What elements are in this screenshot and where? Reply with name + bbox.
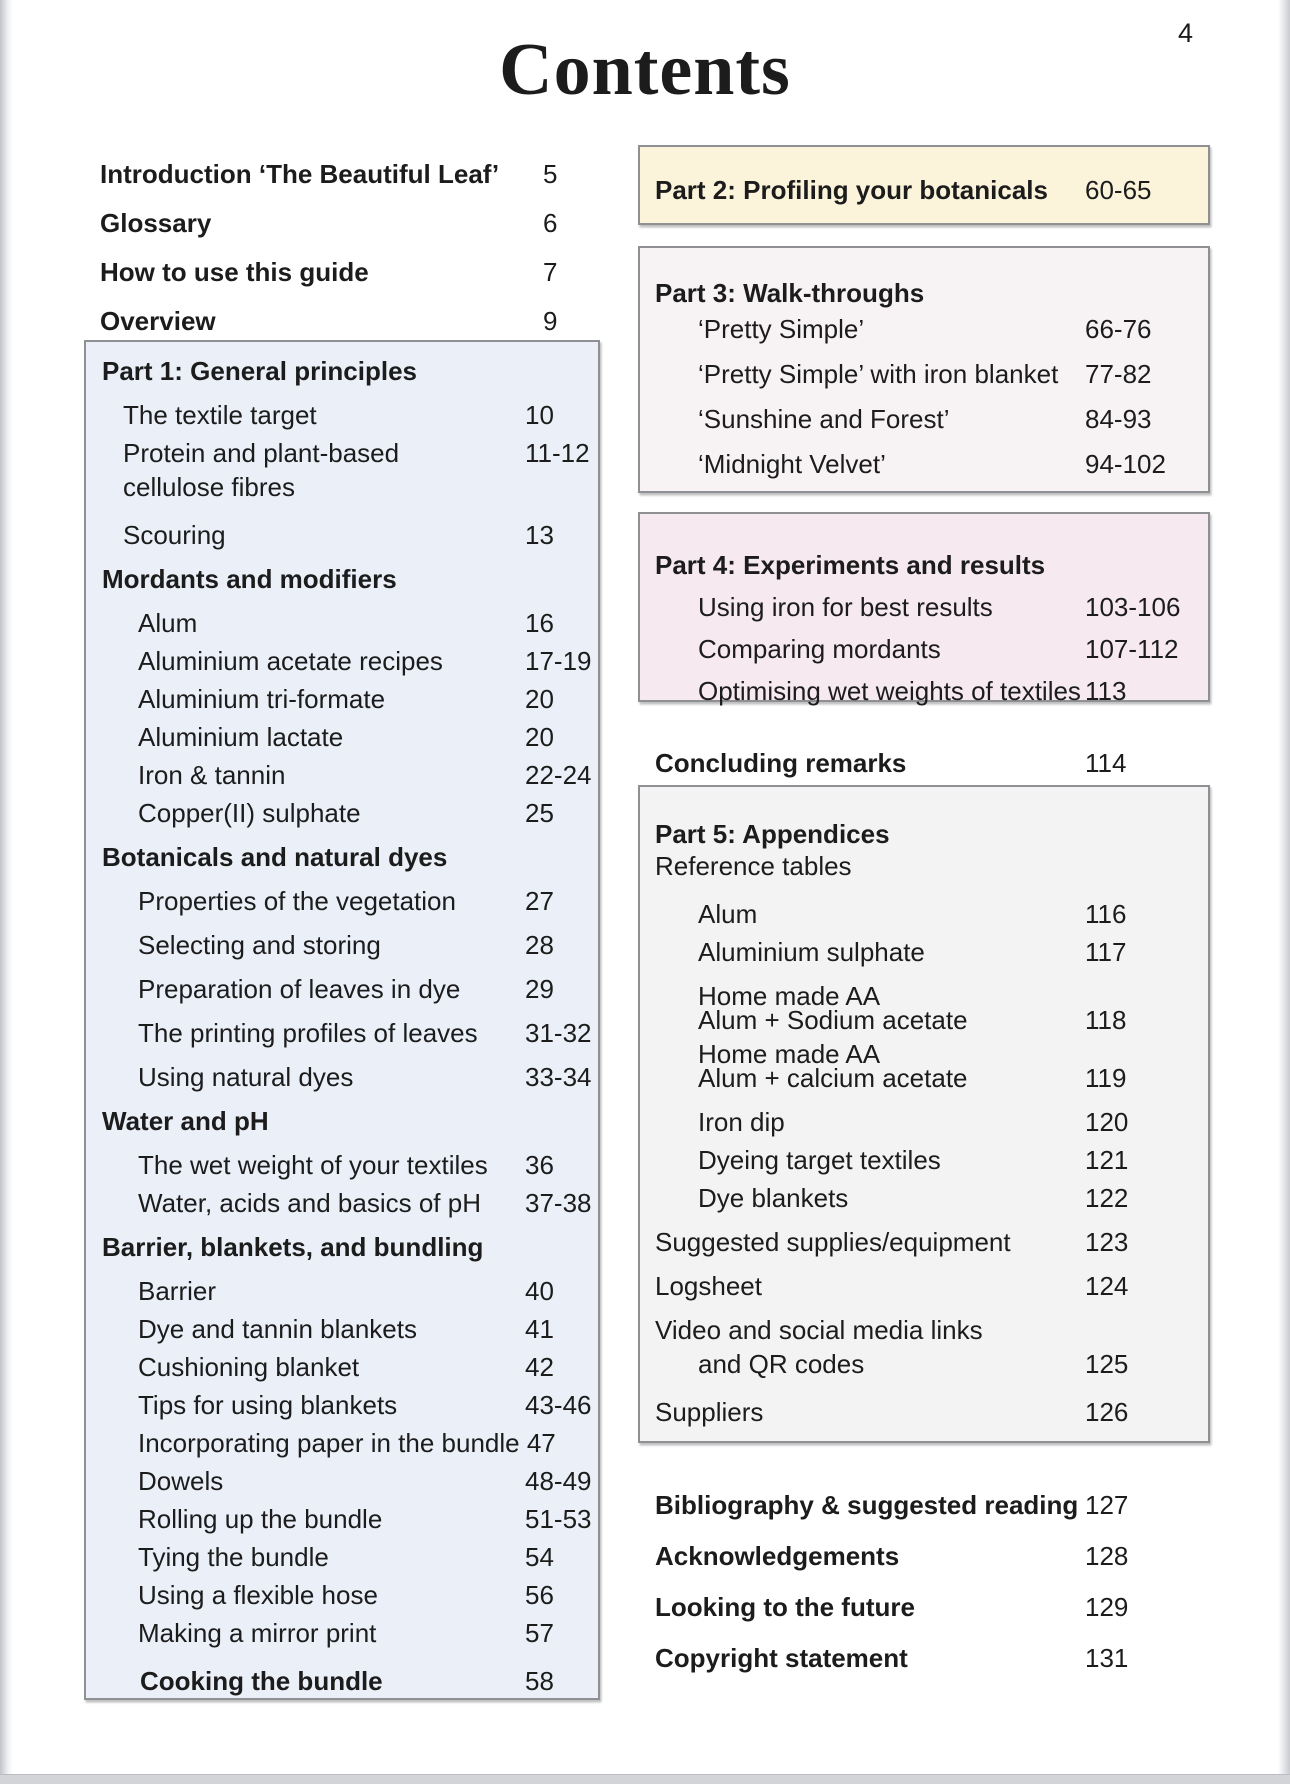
toc-page-number: 33-34 [525,1062,592,1092]
toc-entry-label: Part 2: Profiling your botanicals [655,175,1048,205]
toc-entry [100,208,570,257]
toc-entry-label: Part 5: Appendices [655,819,890,849]
toc-entry-label: The printing profiles of leaves [138,1018,478,1048]
toc-entry [86,1466,598,1504]
toc-page-number: 36 [525,1150,554,1180]
toc-entry [86,1188,598,1226]
toc-entry [640,634,1208,676]
toc-entry-label: Aluminium tri-formate [138,684,386,714]
toc-page-number: 31-32 [525,1018,592,1048]
toc-entry-label: Looking to the future [655,1592,915,1622]
toc-entry [86,684,598,722]
toc-entry-label: Botanicals and natural dyes [102,842,448,872]
toc-page-number: 37-38 [525,1188,592,1218]
toc-page-number: 131 [1085,1643,1129,1673]
toc-entry [640,1039,1208,1069]
toc-page-number: 119 [1085,1063,1127,1093]
toc-entry [640,1315,1208,1349]
toc-page-number: 20 [525,722,554,752]
toc-entry [640,1063,1208,1101]
toc-page-number: 6 [543,208,558,238]
toc-entry-label: Dyeing target textiles [698,1145,941,1175]
toc-entry-label: Part 1: General principles [102,356,418,386]
toc-entry-label: Incorporating paper in the bundle 47 [138,1428,556,1458]
toc-entry-label: Scouring [123,520,226,550]
toc-entry [86,356,598,394]
toc-page-number: 125 [1085,1349,1129,1379]
toc-page-number: 25 [525,798,554,828]
toc-page-number: 60-65 [1085,175,1152,205]
toc-entry [86,646,598,684]
toc-entry-label: Water, acids and basics of pH [138,1188,481,1218]
toc-page-number: 56 [525,1580,554,1610]
toc-entry-label: Preparation of leaves in dye [138,974,461,1004]
toc-entry [640,899,1208,937]
toc-page-number: 13 [525,520,554,550]
toc-entry-label: ‘Pretty Simple’ [698,314,865,344]
toc-entry [86,1106,598,1144]
toc-entry-label: Cushioning blanket [138,1352,360,1382]
toc-entry-label: Overview [100,306,216,336]
part1-section-box [84,340,600,1700]
page-number: 4 [1178,18,1194,48]
toc-entry [86,722,598,760]
toc-entry-label: ‘Midnight Velvet’ [698,449,886,479]
toc-page-number: 123 [1085,1227,1129,1257]
toc-entry [86,1062,598,1100]
toc-page-number: 7 [543,257,558,287]
toc-entry [640,359,1208,404]
toc-entry-label: Dowels [138,1466,224,1496]
toc-page-number: 40 [525,1276,554,1306]
toc-page-number: 107-112 [1085,634,1179,664]
toc-entry [86,1150,598,1188]
toc-entry-label: Alum + Sodium acetate [698,1005,968,1035]
toc-entry [86,1580,598,1618]
toc-entry-label: Using iron for best results [698,592,993,622]
toc-entry [86,798,598,836]
toc-entry-label: Iron & tannin [138,760,286,790]
toc-entry [640,1107,1208,1145]
toc-entry [640,314,1208,359]
toc-entry [86,1390,598,1428]
toc-entry [86,974,598,1012]
toc-entry-label: Using a flexible hose [138,1580,378,1610]
toc-page-number: 124 [1085,1271,1129,1301]
front-matter-list [100,159,570,355]
toc-entry [640,175,1208,213]
toc-page-number: 10 [525,400,554,430]
toc-page-number: 41 [525,1314,554,1344]
toc-entry-label: Cooking the bundle [140,1666,383,1696]
toc-entry-label: Tying the bundle [138,1542,329,1572]
toc-entry [640,937,1208,975]
toc-entry [86,1618,598,1656]
toc-entry-label: Making a mirror print [138,1618,377,1648]
toc-entry [86,564,598,602]
toc-entry [86,520,598,558]
toc-entry-label: Alum [698,899,758,929]
toc-page-number: 126 [1085,1397,1129,1427]
toc-entry-label: Concluding remarks [655,748,907,778]
toc-entry-label: cellulose fibres [123,472,295,502]
toc-page-number: 94-102 [1085,449,1166,479]
toc-page-number: 114 [1085,748,1127,778]
toc-entry [640,1227,1208,1265]
toc-entry [86,1666,598,1704]
toc-entry [86,1232,598,1270]
toc-entry [86,472,598,510]
toc-entry-label: Home made AA [698,981,881,1011]
toc-entry [640,1349,1208,1387]
toc-entry [86,930,598,968]
toc-entry [640,981,1208,1011]
toc-entry [86,760,598,798]
toc-entry-label: Optimising wet weights of textiles [698,676,1081,706]
toc-entry [640,851,1208,889]
toc-entry-label: Copper(II) sulphate [138,798,361,828]
toc-entry-label: Tips for using blankets [138,1390,398,1420]
toc-entry-label: Suggested supplies/equipment [655,1227,1011,1257]
toc-page-number: 54 [525,1542,554,1572]
toc-entry-label: Bibliography & suggested reading [655,1490,1079,1520]
toc-entry-label: Part 3: Walk-throughs [655,278,925,308]
toc-page-number: 121 [1085,1145,1129,1175]
toc-entry [638,1643,1210,1694]
toc-page-number: 16 [525,608,554,638]
toc-entry [86,400,598,438]
toc-entry-label: Alum [138,608,198,638]
toc-entry-label: How to use this guide [100,257,369,287]
toc-entry-label: Glossary [100,208,212,238]
toc-page-number: 66-76 [1085,314,1152,344]
toc-entry [86,1018,598,1056]
toc-entry [640,676,1208,718]
toc-page-number: 116 [1085,899,1127,929]
toc-entry [640,1397,1208,1435]
toc-entry [640,819,1208,851]
page-title: Contents [499,29,791,111]
page-right-edge [1278,0,1290,1776]
toc-entry-label: Home made AA [698,1039,881,1069]
toc-entry [86,1276,598,1314]
toc-entry [638,748,1210,786]
toc-entry-label: and QR codes [698,1349,865,1379]
part3-section-box [638,246,1210,493]
toc-page-number: 48-49 [525,1466,592,1496]
toc-entry [86,438,598,472]
toc-entry-label: Dye and tannin blankets [138,1314,417,1344]
toc-page-number: 22-24 [525,760,592,790]
toc-entry [640,1271,1208,1309]
toc-page-number: 27 [525,886,554,916]
toc-entry-label: Reference tables [655,851,852,881]
toc-page-number: 113 [1085,676,1127,706]
toc-page-number: 57 [525,1618,554,1648]
toc-page-number: 77-82 [1085,359,1152,389]
toc-page-number: 128 [1085,1541,1129,1571]
toc-page-number: 29 [525,974,554,1004]
toc-entry [100,159,570,208]
toc-entry [640,592,1208,634]
toc-page-number: 51-53 [525,1504,592,1534]
page-bottom-edge [0,1774,1290,1784]
toc-page-number: 129 [1085,1592,1129,1622]
toc-entry-label: Barrier [138,1276,217,1306]
toc-entry-label: Properties of the vegetation [138,886,456,916]
toc-entry [640,404,1208,449]
toc-page-number: 5 [543,159,558,189]
toc-entry-label: Mordants and modifiers [102,564,397,594]
toc-entry [640,1183,1208,1221]
toc-entry-label: Iron dip [698,1107,785,1137]
back-matter-list [638,1490,1210,1694]
toc-entry-label: Aluminium acetate recipes [138,646,443,676]
toc-entry [86,1428,598,1466]
toc-entry-label: Aluminium lactate [138,722,344,752]
toc-entry-label: The textile target [123,400,317,430]
toc-entry-label: Part 4: Experiments and results [655,550,1046,580]
page-left-edge [0,0,13,1776]
toc-entry [86,1314,598,1352]
toc-page-number: 20 [525,684,554,714]
toc-entry [86,1504,598,1542]
toc-entry [100,257,570,306]
toc-entry-label: ‘Pretty Simple’ with iron blanket [698,359,1059,389]
toc-entry [638,1490,1210,1541]
toc-entry [638,1541,1210,1592]
part4-section-box [638,512,1210,706]
toc-entry-label: Selecting and storing [138,930,381,960]
toc-page-number: 120 [1085,1107,1129,1137]
toc-entry-label: Suppliers [655,1397,764,1427]
toc-entry-label: Aluminium sulphate [698,937,925,967]
toc-entry [638,1592,1210,1643]
toc-entry [640,550,1208,592]
toc-entry-label: Water and pH [102,1106,269,1136]
part2-section-box [638,145,1210,225]
toc-entry-label: Using natural dyes [138,1062,354,1092]
toc-entry-label: ‘Sunshine and Forest’ [698,404,950,434]
toc-entry [86,1542,598,1580]
toc-entry [86,608,598,646]
toc-page-number: 28 [525,930,554,960]
toc-entry-label: Barrier, blankets, and bundling [102,1232,484,1262]
toc-entry-label: Logsheet [655,1271,762,1301]
toc-entry-label: Dye blankets [698,1183,849,1213]
toc-entry [640,1005,1208,1039]
toc-entry-label: Acknowledgements [655,1541,900,1571]
toc-page-number: 11-12 [525,438,590,468]
toc-page-number: 17-19 [525,646,592,676]
toc-entry [86,886,598,924]
toc-entry [86,842,598,880]
toc-entry [640,449,1208,494]
toc-page-number: 103-106 [1085,592,1181,622]
toc-page-number: 118 [1085,1005,1127,1035]
toc-page-number: 42 [525,1352,554,1382]
toc-entry-label: Protein and plant-based [123,438,400,468]
toc-page-number: 122 [1085,1183,1129,1213]
toc-entry-label: Rolling up the bundle [138,1504,383,1534]
toc-entry-label: Video and social media links [655,1315,983,1345]
concluding-remarks-row [638,748,1210,786]
toc-page-number: 84-93 [1085,404,1152,434]
toc-page-number: 117 [1085,937,1127,967]
toc-entry-label: Alum + calcium acetate [698,1063,968,1093]
toc-page-number: 58 [525,1666,554,1696]
toc-page-number: 43-46 [525,1390,592,1420]
toc-entry [640,1145,1208,1183]
toc-entry-label: The wet weight of your textiles [138,1150,488,1180]
toc-entry [86,1352,598,1390]
part5-section-box [638,785,1210,1443]
toc-page-number: 9 [543,306,558,336]
toc-entry-label: Introduction ‘The Beautiful Leaf’ [100,159,500,189]
toc-entry-label: Comparing mordants [698,634,941,664]
toc-entry [640,278,1208,314]
toc-entry-label: Copyright statement [655,1643,908,1673]
toc-page-number: 127 [1085,1490,1129,1520]
